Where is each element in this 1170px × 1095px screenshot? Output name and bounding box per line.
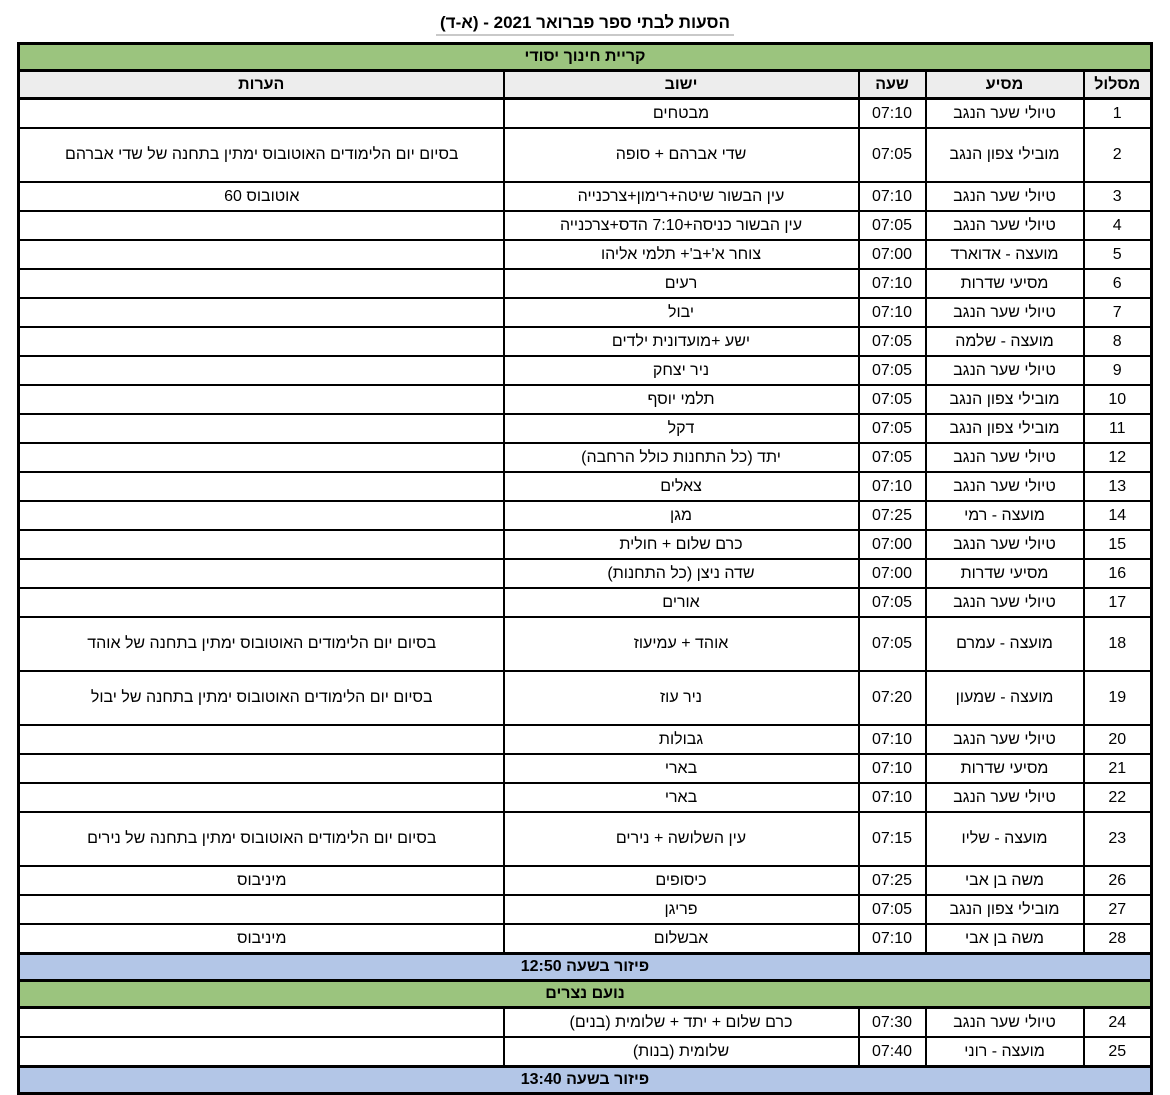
route-cell: 7 bbox=[1084, 298, 1152, 327]
settlement-cell: תלמי יוסף bbox=[504, 385, 859, 414]
dismissal-time-label: פיזור בשעה 12:50 bbox=[18, 954, 1151, 981]
time-cell: 07:05 bbox=[859, 443, 926, 472]
carrier-cell: מועצה - רוני bbox=[926, 1037, 1084, 1067]
table-row bbox=[18, 588, 1151, 617]
carrier-cell: טיולי שער הנגב bbox=[926, 588, 1084, 617]
table-row bbox=[18, 812, 1151, 866]
column-header-settlement: ישוב bbox=[504, 71, 859, 99]
settlement-cell: צאלים bbox=[504, 472, 859, 501]
page-title bbox=[0, 0, 1170, 33]
settlement-cell: דקל bbox=[504, 414, 859, 443]
route-cell: 4 bbox=[1084, 211, 1152, 240]
dismissal-time-label: פיזור בשעה 13:40 bbox=[18, 1067, 1151, 1094]
settlement-cell: שדי אברהם + סופה bbox=[504, 128, 859, 182]
time-cell: 07:10 bbox=[859, 725, 926, 754]
table-row bbox=[18, 617, 1151, 671]
settlement-cell: פריגן bbox=[504, 895, 859, 924]
time-cell: 07:05 bbox=[859, 327, 926, 356]
route-cell: 19 bbox=[1084, 671, 1152, 725]
notes-cell: בסיום יום הלימודים האוטובוס ימתין בתחנה של יבול bbox=[18, 671, 503, 725]
column-header-route: מסלול bbox=[1084, 71, 1152, 99]
settlement-cell: יתד (כל התחנות כולל הרחבה) bbox=[504, 443, 859, 472]
time-cell: 07:10 bbox=[859, 182, 926, 211]
notes-cell bbox=[18, 895, 503, 924]
time-cell: 07:20 bbox=[859, 671, 926, 725]
time-cell: 07:10 bbox=[859, 298, 926, 327]
notes-cell bbox=[18, 356, 503, 385]
carrier-cell: מועצה - אדוארד bbox=[926, 240, 1084, 269]
section-band-row bbox=[18, 981, 1151, 1008]
table-row bbox=[18, 269, 1151, 298]
settlement-cell: שדה ניצן (כל התחנות) bbox=[504, 559, 859, 588]
notes-cell bbox=[18, 530, 503, 559]
notes-cell bbox=[18, 783, 503, 812]
time-cell: 07:05 bbox=[859, 356, 926, 385]
carrier-cell: טיולי שער הנגב bbox=[926, 725, 1084, 754]
carrier-cell: מסיעי שדרות bbox=[926, 559, 1084, 588]
carrier-cell: טיולי שער הנגב bbox=[926, 356, 1084, 385]
table-row bbox=[18, 866, 1151, 895]
time-cell: 07:30 bbox=[859, 1008, 926, 1038]
settlement-cell: יבול bbox=[504, 298, 859, 327]
carrier-cell: טיולי שער הנגב bbox=[926, 1008, 1084, 1038]
time-cell: 07:25 bbox=[859, 501, 926, 530]
time-cell: 07:05 bbox=[859, 385, 926, 414]
table-row bbox=[18, 1037, 1151, 1067]
notes-cell bbox=[18, 588, 503, 617]
table-row bbox=[18, 501, 1151, 530]
settlement-cell: בארי bbox=[504, 754, 859, 783]
route-cell: 25 bbox=[1084, 1037, 1152, 1067]
route-cell: 27 bbox=[1084, 895, 1152, 924]
time-cell: 07:05 bbox=[859, 617, 926, 671]
table-row bbox=[18, 754, 1151, 783]
bus-schedule-table bbox=[17, 42, 1153, 1095]
notes-cell bbox=[18, 414, 503, 443]
time-cell: 07:00 bbox=[859, 559, 926, 588]
column-header-time: שעה bbox=[859, 71, 926, 99]
section-title: קריית חינוך יסודי bbox=[18, 44, 1151, 71]
notes-cell: בסיום יום הלימודים האוטובוס ימתין בתחנה של אוהד bbox=[18, 617, 503, 671]
carrier-cell: מובילי צפון הנגב bbox=[926, 414, 1084, 443]
table-row bbox=[18, 327, 1151, 356]
route-cell: 1 bbox=[1084, 99, 1152, 129]
route-cell: 9 bbox=[1084, 356, 1152, 385]
settlement-cell: כרם שלום + חולית bbox=[504, 530, 859, 559]
carrier-cell: טיולי שער הנגב bbox=[926, 472, 1084, 501]
time-cell: 07:05 bbox=[859, 895, 926, 924]
column-header-carrier: מסיע bbox=[926, 71, 1084, 99]
settlement-cell: רעים bbox=[504, 269, 859, 298]
carrier-cell: מובילי צפון הנגב bbox=[926, 385, 1084, 414]
route-cell: 3 bbox=[1084, 182, 1152, 211]
carrier-cell: מסיעי שדרות bbox=[926, 269, 1084, 298]
page-title-text: הסעות לבתי ספר פברואר 2021 - (א-ד) bbox=[436, 13, 734, 36]
time-cell: 07:10 bbox=[859, 99, 926, 129]
table-row bbox=[18, 530, 1151, 559]
notes-cell bbox=[18, 1008, 503, 1038]
notes-cell: אוטובוס 60 bbox=[18, 182, 503, 211]
section-band-row bbox=[18, 44, 1151, 71]
time-cell: 07:05 bbox=[859, 211, 926, 240]
column-header-row bbox=[18, 71, 1151, 99]
table-row bbox=[18, 414, 1151, 443]
notes-cell bbox=[18, 443, 503, 472]
notes-cell bbox=[18, 754, 503, 783]
route-cell: 11 bbox=[1084, 414, 1152, 443]
route-cell: 24 bbox=[1084, 1008, 1152, 1038]
carrier-cell: מובילי צפון הנגב bbox=[926, 895, 1084, 924]
settlement-cell: אורים bbox=[504, 588, 859, 617]
time-cell: 07:40 bbox=[859, 1037, 926, 1067]
notes-cell: בסיום יום הלימודים האוטובוס ימתין בתחנה של נירים bbox=[18, 812, 503, 866]
time-cell: 07:05 bbox=[859, 414, 926, 443]
carrier-cell: טיולי שער הנגב bbox=[926, 182, 1084, 211]
carrier-cell: טיולי שער הנגב bbox=[926, 443, 1084, 472]
notes-cell bbox=[18, 269, 503, 298]
time-cell: 07:25 bbox=[859, 866, 926, 895]
route-cell: 15 bbox=[1084, 530, 1152, 559]
settlement-cell: עין הבשור שיטה+רימון+צרכנייה bbox=[504, 182, 859, 211]
route-cell: 10 bbox=[1084, 385, 1152, 414]
route-cell: 23 bbox=[1084, 812, 1152, 866]
settlement-cell: מבטחים bbox=[504, 99, 859, 129]
settlement-cell: גבולות bbox=[504, 725, 859, 754]
settlement-cell: ישע +מועדונית ילדים bbox=[504, 327, 859, 356]
notes-cell bbox=[18, 559, 503, 588]
route-cell: 20 bbox=[1084, 725, 1152, 754]
notes-cell bbox=[18, 211, 503, 240]
table-row bbox=[18, 99, 1151, 129]
column-header-notes: הערות bbox=[18, 71, 503, 99]
table-row bbox=[18, 671, 1151, 725]
table-row bbox=[18, 240, 1151, 269]
carrier-cell: מועצה - עמרם bbox=[926, 617, 1084, 671]
dismissal-row bbox=[18, 1067, 1151, 1094]
settlement-cell: כיסופים bbox=[504, 866, 859, 895]
settlement-cell: צוחר א'+ב'+ תלמי אליהו bbox=[504, 240, 859, 269]
notes-cell bbox=[18, 725, 503, 754]
route-cell: 26 bbox=[1084, 866, 1152, 895]
route-cell: 22 bbox=[1084, 783, 1152, 812]
table-row bbox=[18, 385, 1151, 414]
notes-cell bbox=[18, 99, 503, 129]
settlement-cell: עין השלושה + נירים bbox=[504, 812, 859, 866]
carrier-cell: משה בן אבי bbox=[926, 924, 1084, 954]
notes-cell bbox=[18, 501, 503, 530]
notes-cell: מיניבוס bbox=[18, 866, 503, 895]
dismissal-row bbox=[18, 954, 1151, 981]
settlement-cell: ניר יצחק bbox=[504, 356, 859, 385]
time-cell: 07:00 bbox=[859, 530, 926, 559]
table-row bbox=[18, 443, 1151, 472]
carrier-cell: מועצה - רמי bbox=[926, 501, 1084, 530]
route-cell: 13 bbox=[1084, 472, 1152, 501]
notes-cell bbox=[18, 472, 503, 501]
table-row bbox=[18, 128, 1151, 182]
time-cell: 07:10 bbox=[859, 754, 926, 783]
notes-cell: בסיום יום הלימודים האוטובוס ימתין בתחנה של שדי אברהם bbox=[18, 128, 503, 182]
notes-cell bbox=[18, 1037, 503, 1067]
notes-cell bbox=[18, 327, 503, 356]
settlement-cell: מגן bbox=[504, 501, 859, 530]
carrier-cell: משה בן אבי bbox=[926, 866, 1084, 895]
route-cell: 6 bbox=[1084, 269, 1152, 298]
time-cell: 07:10 bbox=[859, 783, 926, 812]
time-cell: 07:10 bbox=[859, 924, 926, 954]
carrier-cell: טיולי שער הנגב bbox=[926, 99, 1084, 129]
carrier-cell: טיולי שער הנגב bbox=[926, 211, 1084, 240]
route-cell: 16 bbox=[1084, 559, 1152, 588]
time-cell: 07:10 bbox=[859, 269, 926, 298]
settlement-cell: שלומית (בנות) bbox=[504, 1037, 859, 1067]
notes-cell bbox=[18, 298, 503, 327]
table-row bbox=[18, 895, 1151, 924]
notes-cell bbox=[18, 385, 503, 414]
time-cell: 07:05 bbox=[859, 588, 926, 617]
table-row bbox=[18, 356, 1151, 385]
route-cell: 17 bbox=[1084, 588, 1152, 617]
time-cell: 07:10 bbox=[859, 472, 926, 501]
carrier-cell: מועצה - שלמה bbox=[926, 327, 1084, 356]
route-cell: 18 bbox=[1084, 617, 1152, 671]
settlement-cell: אבשלום bbox=[504, 924, 859, 954]
carrier-cell: מובילי צפון הנגב bbox=[926, 128, 1084, 182]
settlement-cell: ניר עוז bbox=[504, 671, 859, 725]
table-row bbox=[18, 298, 1151, 327]
carrier-cell: טיולי שער הנגב bbox=[926, 783, 1084, 812]
carrier-cell: מסיעי שדרות bbox=[926, 754, 1084, 783]
route-cell: 8 bbox=[1084, 327, 1152, 356]
notes-cell bbox=[18, 240, 503, 269]
table-row bbox=[18, 211, 1151, 240]
table-row bbox=[18, 924, 1151, 954]
time-cell: 07:05 bbox=[859, 128, 926, 182]
carrier-cell: טיולי שער הנגב bbox=[926, 530, 1084, 559]
time-cell: 07:00 bbox=[859, 240, 926, 269]
table-row bbox=[18, 472, 1151, 501]
route-cell: 21 bbox=[1084, 754, 1152, 783]
carrier-cell: מועצה - שמעון bbox=[926, 671, 1084, 725]
carrier-cell: טיולי שער הנגב bbox=[926, 298, 1084, 327]
time-cell: 07:15 bbox=[859, 812, 926, 866]
route-cell: 14 bbox=[1084, 501, 1152, 530]
table-row bbox=[18, 725, 1151, 754]
table-row bbox=[18, 783, 1151, 812]
carrier-cell: מועצה - שליו bbox=[926, 812, 1084, 866]
section-title: נועם נצרים bbox=[18, 981, 1151, 1008]
route-cell: 5 bbox=[1084, 240, 1152, 269]
settlement-cell: עין הבשור כניסה+7:10 הדס+צרכנייה bbox=[504, 211, 859, 240]
route-cell: 28 bbox=[1084, 924, 1152, 954]
table-row bbox=[18, 1008, 1151, 1038]
route-cell: 12 bbox=[1084, 443, 1152, 472]
table-row bbox=[18, 559, 1151, 588]
settlement-cell: אוהד + עמיעוז bbox=[504, 617, 859, 671]
notes-cell: מיניבוס bbox=[18, 924, 503, 954]
table-row bbox=[18, 182, 1151, 211]
settlement-cell: כרם שלום + יתד + שלומית (בנים) bbox=[504, 1008, 859, 1038]
route-cell: 2 bbox=[1084, 128, 1152, 182]
settlement-cell: בארי bbox=[504, 783, 859, 812]
